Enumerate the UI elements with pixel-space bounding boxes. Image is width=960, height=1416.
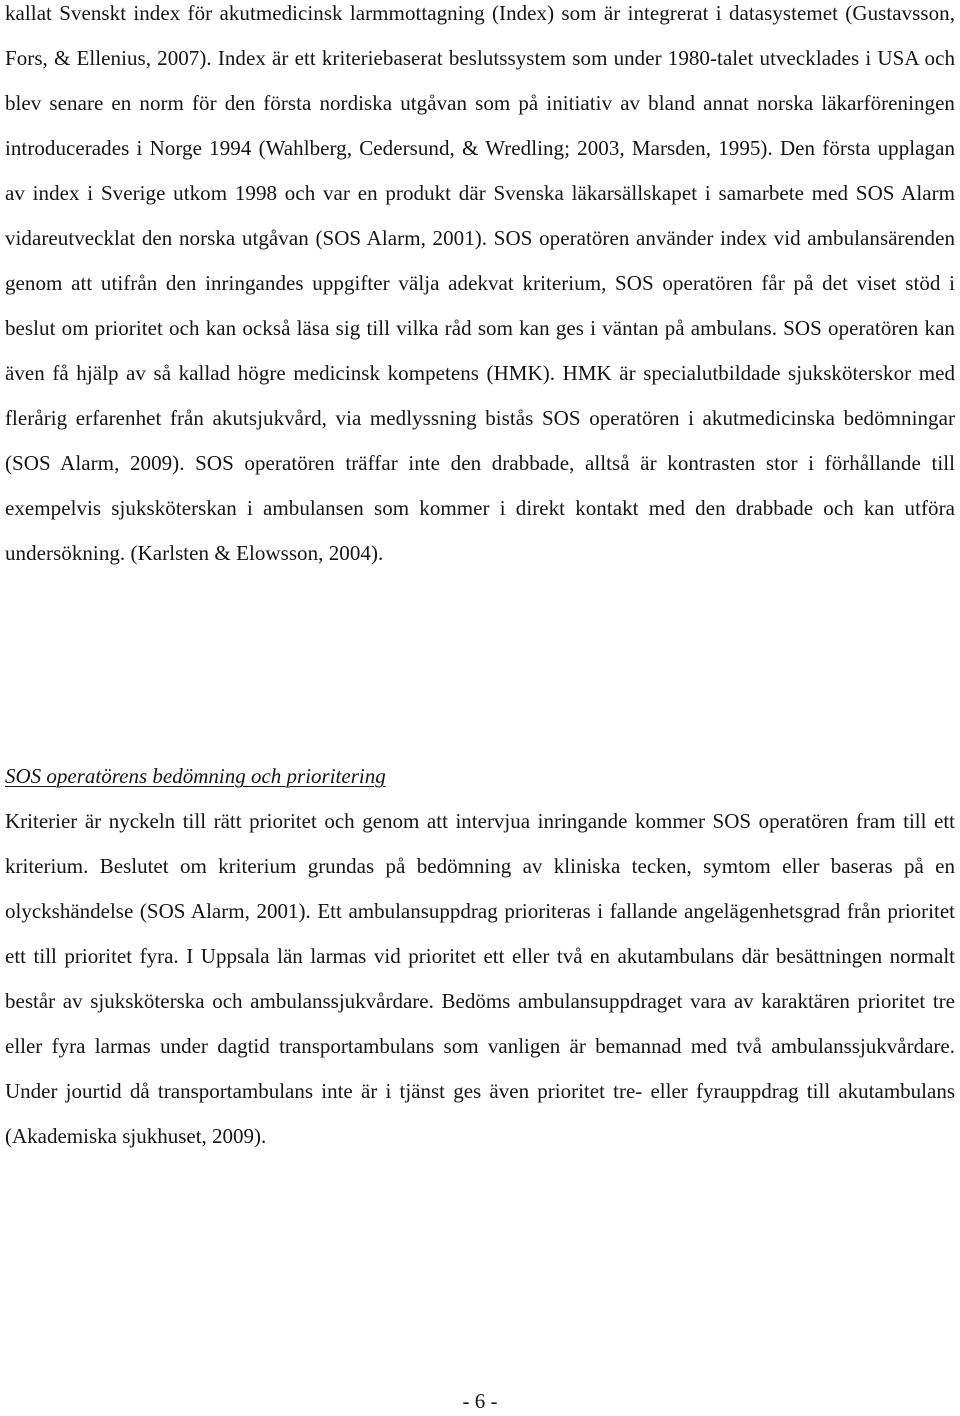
section-heading: SOS operatörens bedömning och prioritering bbox=[5, 764, 386, 788]
body-paragraph-prioritering: Kriterier är nyckeln till rätt prioritet och genom att intervjua inringande kommer SOS operatören fram till ett kriterium. Beslutet om kriterium grundas på bedömning av kliniska tecken, symtom eller baseras på en olyckshändelse (SOS Alarm, 2001). Ett ambulansuppdrag prioriteras i fallande angelägenhetsgrad från prioritet ett till prioritet fyra. I Uppsala län larmas vid prioritet ett eller två en akutambulans där besättningen normalt består av sjuksköterska och ambulanssjukvårdare. Bedöms ambulansuppdraget vara av karaktären prioritet tre eller fyra larmas under dagtid transportambulans som vanligen är bemannad med två ambulanssjukvårdare. Under jourtid då transportambulans inte är i tjänst ges även prioritet tre- eller fyrauppdrag till akutambulans (Akademiska sjukhuset, 2009). bbox=[5, 809, 955, 1148]
page-number: - 6 - bbox=[462, 1389, 498, 1413]
body-paragraph-index-description: kallat Svenskt index för akutmedicinsk larmmottagning (Index) som är integrerat i datasystemet (Gustavsson, Fors, & Ellenius, 2007). Index är ett kriteriebaserat beslutssystem som under 1980-talet utvecklades i USA och blev senare en norm för den första nordiska utgåvan som på initiativ av bland annat norska läkarföreningen introducerades i Norge 1994 (Wahlberg, Cedersund, & Wredling; 2003, Marsden, 1995). Den första upplagan av index i Sverige utkom 1998 och var en produkt där Svenska läkarsällskapet i samarbete med SOS Alarm vidareutvecklat den norska utgåvan (SOS Alarm, 2001). SOS operatören använder index vid ambulansärenden genom att utifrån den inringandes uppgifter välja adekvat kriterium, SOS operatören får på det viset stöd i beslut om prioritet och kan också läsa sig till vilka råd som kan ges i väntan på ambulans. SOS operatören kan även få hjälp av så kallad högre medicinsk kompetens (HMK). HMK är specialutbildade sjuksköterskor med flerårig erfarenhet från akutsjukvård, via medlyssning bistås SOS operatören i akutmedicinska bedömningar (SOS Alarm, 2009). SOS operatören träffar inte den drabbade, alltså är kontrasten stor i förhållande till exempelvis sjuksköterskan i ambulansen som kommer i direkt kontakt med den drabbade och kan utföra undersökning. (Karlsten & Elowsson, 2004). bbox=[5, 1, 955, 565]
